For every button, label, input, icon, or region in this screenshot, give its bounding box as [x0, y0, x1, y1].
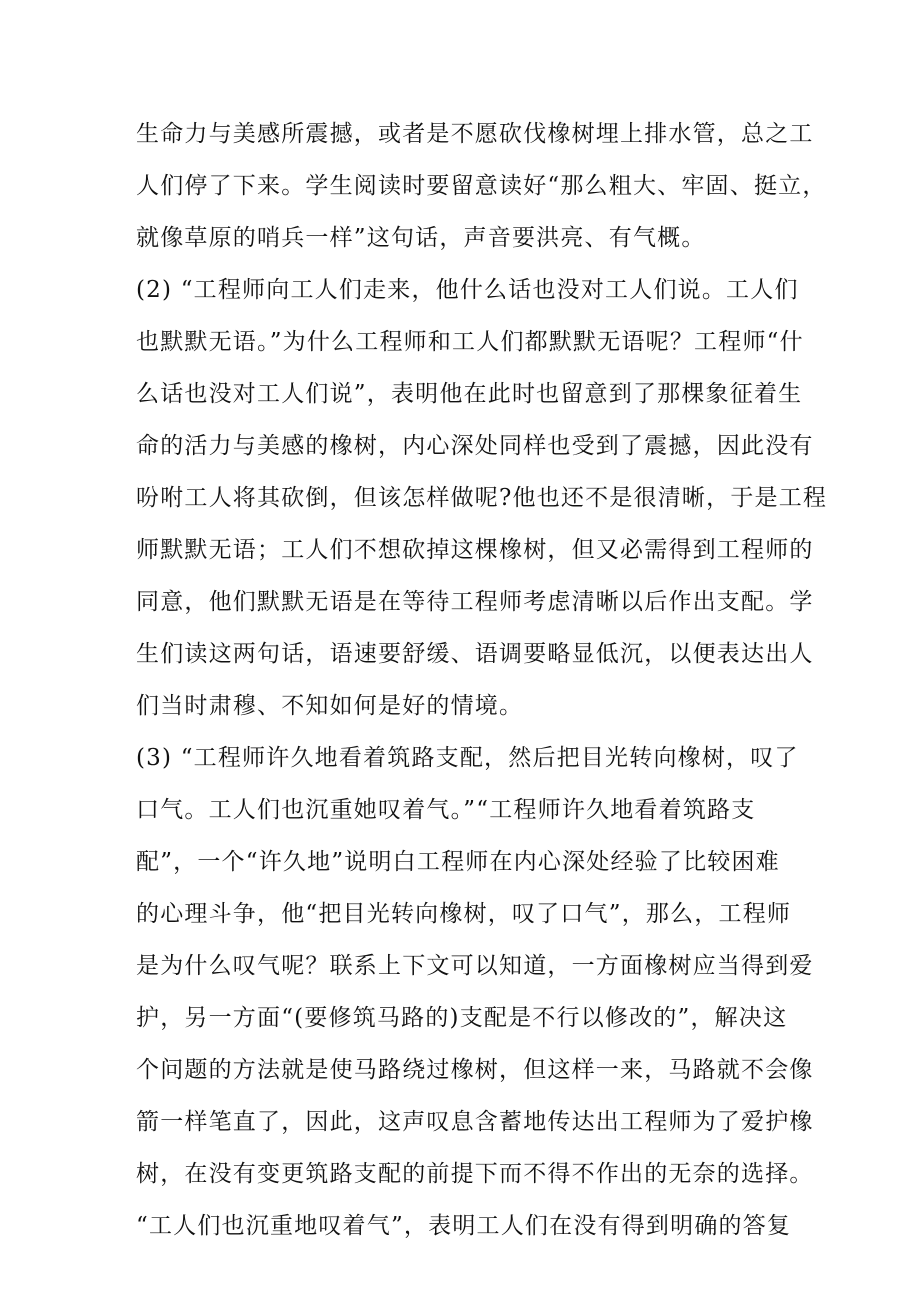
text-line: 护，另一方面“(要修筑马路的)支配是不行以修改的”，解决这	[136, 1005, 788, 1031]
text-line: 们当时肃穆、不知如何是好的情境。	[136, 693, 524, 719]
text-line: 的心理斗争，他“把目光转向橡树，叹了口气”，那么，工程师	[136, 901, 792, 927]
text-line: 也默默无语。”为什么工程师和工人们都默默无语呢？工程师“什	[136, 329, 804, 355]
text-line: 么话也没对工人们说”，表明他在此时也留意到了那棵象征着生	[136, 381, 803, 407]
text-line: 口气。工人们也沉重她叹着气。”“工程师许久地看着筑路支	[136, 797, 756, 823]
text-line: 生们读这两句话，语速要舒缓、语调要略显低沉，以便表达出人	[136, 641, 814, 667]
text-line: 吩咐工人将其砍倒，但该怎样做呢?他也还不是很清晰，于是工程	[136, 485, 828, 511]
text-line: 同意，他们默默无语是在等待工程师考虑清晰以后作出支配。学	[136, 589, 814, 615]
text-line: 命的活力与美感的橡树，内心深处同样也受到了震撼，因此没有	[136, 433, 814, 459]
text-line: 箭一样笔直了，因此，这声叹息含蓄地传达出工程师为了爱护橡	[136, 1109, 814, 1135]
text-line: 是为什么叹气呢？联系上下文可以知道，一方面橡树应当得到爱	[136, 953, 814, 979]
text-line: 人们停了下来。学生阅读时要留意读好“那么粗大、牢固、挺立，	[136, 173, 827, 199]
text-line: 配”，一个“许久地”说明白工程师在内心深处经验了比较困难	[136, 849, 780, 875]
text-line: 树，在没有变更筑路支配的前提下而不得不作出的无奈的选择。	[136, 1161, 814, 1187]
text-line: 生命力与美感所震撼，或者是不愿砍伐橡树埋上排水管，总之工	[136, 121, 814, 147]
text-line: 师默默无语；工人们不想砍掉这棵橡树，但又必需得到工程师的	[136, 537, 814, 563]
body-text	[136, 108, 828, 1252]
text-line: 就像草原的哨兵一样”这句话，声音要洪亮、有气概。	[136, 225, 706, 251]
text-line: (2) “工程师向工人们走来，他什么话也没对工人们说。工人们	[136, 277, 799, 303]
text-line: 个问题的方法就是使马路绕过橡树，但这样一来，马路就不会像	[136, 1057, 814, 1083]
text-line: “工人们也沉重地叹着气”，表明工人们在没有得到明确的答复	[136, 1213, 792, 1239]
text-line: (3) “工程师许久地看着筑路支配，然后把目光转向橡树，叹了	[136, 745, 799, 771]
